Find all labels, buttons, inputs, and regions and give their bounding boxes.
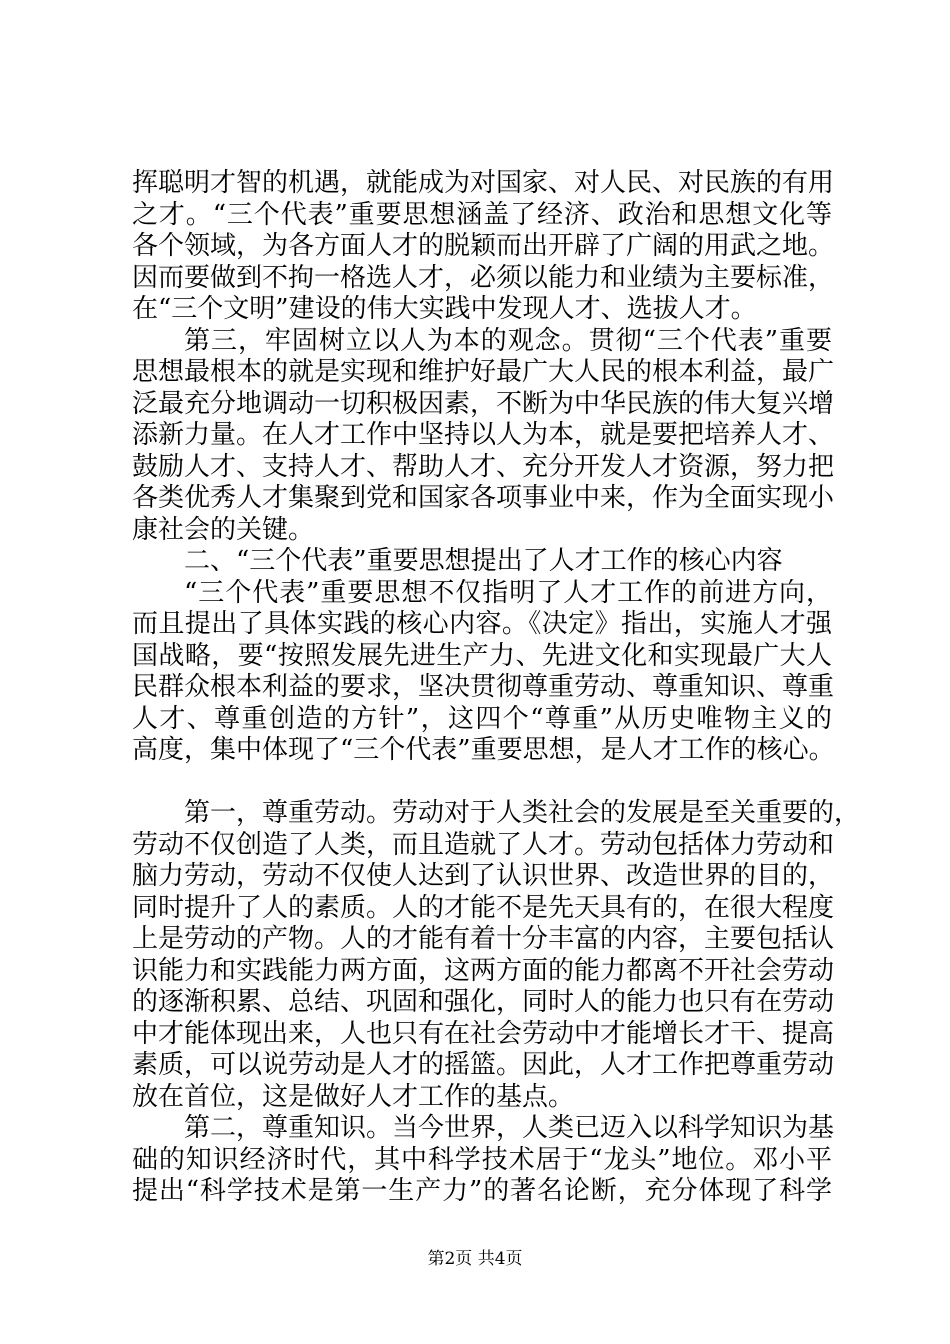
text-line: 各个领域，为各方面人才的脱颖而出开辟了广阔的用武之地。 [132,231,835,261]
text-line: 民群众根本利益的要求，坚决贯彻尊重劳动、尊重知识、尊重 [132,672,835,702]
text-line: 而且提出了具体实践的核心内容。《决定》指出，实施人才强 [132,609,832,639]
paragraph-first-line: 第一，尊重劳动。劳动对于人类社会的发展是至关重要的， [184,798,861,828]
blank-line [132,767,832,799]
paragraph-first-line: “三个代表”重要思想不仅指明了人才工作的前进方向， [184,577,832,608]
text-line: 添新力量。在人才工作中坚持以人为本，就是要把培养人才、 [132,420,835,450]
text-line: 国战略，要“按照发展先进生产力、先进文化和实现最广大人 [132,640,832,671]
text-line: 同时提升了人的素质。人的才能不是先天具有的，在很大程度 [132,892,835,923]
text-line: 因而要做到不拘一格选人才，必须以能力和业绩为主要标准， [132,262,835,293]
text-line: 提出“科学技术是第一生产力”的著名论断，充分体现了科学 [132,1176,832,1206]
text-line: 鼓励人才、支持人才、帮助人才、充分开发人才资源，努力把 [132,451,835,482]
text-line: 思想最根本的就是实现和维护好最广大人民的根本利益，最广 [132,357,835,387]
text-line: 人才、尊重创造的方针”，这四个“尊重”从历史唯物主义的 [132,703,832,734]
text-line: 脑力劳动，劳动不仅使人达到了认识世界、改造世界的目的， [132,861,835,891]
page-number-footer: 第2页 共4页 [427,1249,523,1269]
text-line: 泛最充分地调动一切积极因素，不断为中华民族的伟大复兴增 [132,388,835,419]
paragraph-first-line: 第二，尊重知识。当今世界，人类已迈入以科学知识为基 [184,1113,835,1143]
section-heading: 二、“三个代表”重要思想提出了人才工作的核心内容 [184,546,783,576]
text-line: 康社会的关键。 [132,514,315,545]
text-line: 挥聪明才智的机遇，就能成为对国家、对人民、对民族的有用 [132,168,835,198]
text-line: 识能力和实践能力两方面，这两方面的能力都离不开社会劳动 [132,955,835,986]
text-line: 础的知识经济时代，其中科学技术居于“龙头”地位。邓小平 [132,1144,832,1175]
text-line: 放在首位，这是做好人才工作的基点。 [132,1081,575,1112]
text-line: 各类优秀人才集聚到党和国家各项事业中来，作为全面实现小 [132,483,835,513]
text-line: 素质，可以说劳动是人才的摇篮。因此，人才工作把尊重劳动 [132,1050,835,1080]
body-text [132,168,861,1208]
text-line: 中才能体现出来，人也只有在社会劳动中才能增长才干、提高 [132,1018,835,1049]
text-line: 高度，集中体现了“三个代表”重要思想，是人才工作的核心。 [132,735,835,765]
text-line: 在“三个文明”建设的伟大实践中发现人才、选拔人才。 [132,294,757,324]
text-line: 上是劳动的产物。人的才能有着十分丰富的内容，主要包括认 [132,924,835,954]
text-line: 劳动不仅创造了人类，而且造就了人才。劳动包括体力劳动和 [132,829,835,860]
text-line: 的逐渐积累、总结、巩固和强化，同时人的能力也只有在劳动 [132,987,835,1017]
text-line: 之才。“三个代表”重要思想涵盖了经济、政治和思想文化等 [132,199,832,230]
paragraph-first-line: 第三，牢固树立以人为本的观念。贯彻“三个代表”重要 [184,325,832,356]
